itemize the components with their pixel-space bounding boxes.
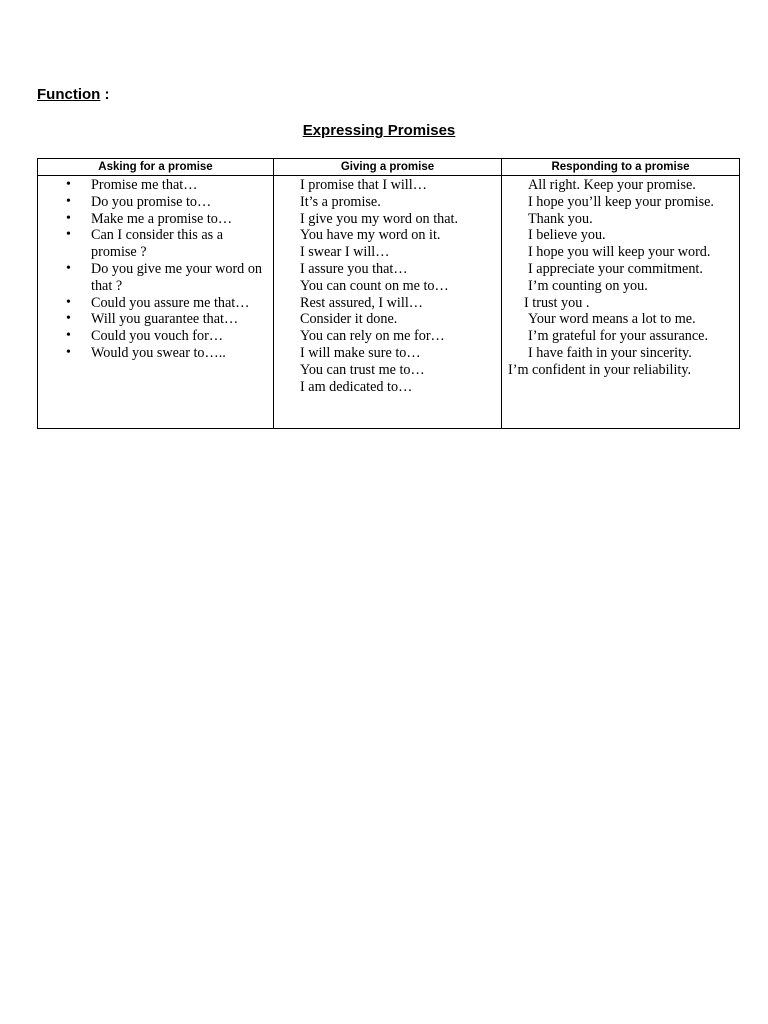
- asking-item: • Promise me that…: [38, 177, 273, 194]
- responding-item: I’m counting on you.: [528, 277, 648, 294]
- responding-item: I believe you.: [528, 227, 606, 244]
- asking-cell: [38, 176, 274, 429]
- asking-item: • Could you assure me that…: [38, 295, 273, 312]
- giving-item: I give you my word on that.: [300, 210, 459, 227]
- page-title: Expressing Promises: [302, 122, 456, 139]
- giving-item: I swear I will…: [300, 244, 390, 261]
- giving-item: You can trust me to…: [300, 361, 425, 378]
- table-row: [38, 176, 740, 429]
- responding-item: Your word means a lot to me.: [528, 311, 696, 328]
- giving-item: I assure you that…: [300, 260, 408, 277]
- responding-item: Thank you.: [528, 210, 593, 227]
- giving-item: I will make sure to…: [300, 344, 421, 361]
- asking-item: • Can I consider this as a promise ?: [38, 227, 273, 261]
- giving-item: Consider it done.: [300, 311, 398, 328]
- giving-cell: [274, 176, 502, 429]
- function-label: [37, 86, 110, 103]
- asking-item: • Make me a promise to…: [38, 211, 273, 228]
- responding-item: I hope you will keep your word.: [528, 244, 711, 261]
- promises-table: [37, 158, 740, 429]
- column-header-giving: Giving a promise: [274, 159, 502, 176]
- responding-item: I’m grateful for your assurance.: [528, 328, 709, 345]
- asking-list: [38, 177, 273, 362]
- asking-item: • Will you guarantee that…: [38, 311, 273, 328]
- asking-item: • Could you vouch for…: [38, 328, 273, 345]
- function-label-text: Function: [37, 86, 101, 103]
- function-label-colon: :: [100, 86, 110, 103]
- asking-item: • Do you give me your word on that ?: [38, 261, 273, 295]
- column-header-asking: Asking for a promise: [38, 159, 274, 176]
- responding-list: [502, 177, 739, 379]
- giving-item: I promise that I will…: [300, 177, 427, 193]
- responding-item: I’m confident in your reliability.: [508, 361, 692, 378]
- asking-item: • Do you promise to…: [38, 194, 273, 211]
- responding-cell: [502, 176, 740, 429]
- giving-list: [274, 177, 501, 395]
- giving-item: I am dedicated to…: [300, 378, 413, 395]
- responding-item: I hope you’ll keep your promise.: [528, 193, 714, 210]
- giving-item: You can count on me to…: [300, 277, 449, 294]
- responding-item: I trust you .: [524, 294, 590, 311]
- responding-item: I appreciate your commitment.: [528, 260, 703, 277]
- asking-item: • Would you swear to…..: [38, 345, 273, 362]
- table-header-row: [38, 159, 740, 176]
- giving-item: You can rely on me for…: [300, 328, 445, 345]
- giving-item: Rest assured, I will…: [300, 294, 423, 311]
- column-header-responding: Responding to a promise: [502, 159, 740, 176]
- responding-item: I have faith in your sincerity.: [528, 344, 692, 361]
- responding-item: All right. Keep your promise.: [528, 177, 696, 193]
- giving-item: It’s a promise.: [300, 193, 381, 210]
- giving-item: You have my word on it.: [300, 227, 441, 244]
